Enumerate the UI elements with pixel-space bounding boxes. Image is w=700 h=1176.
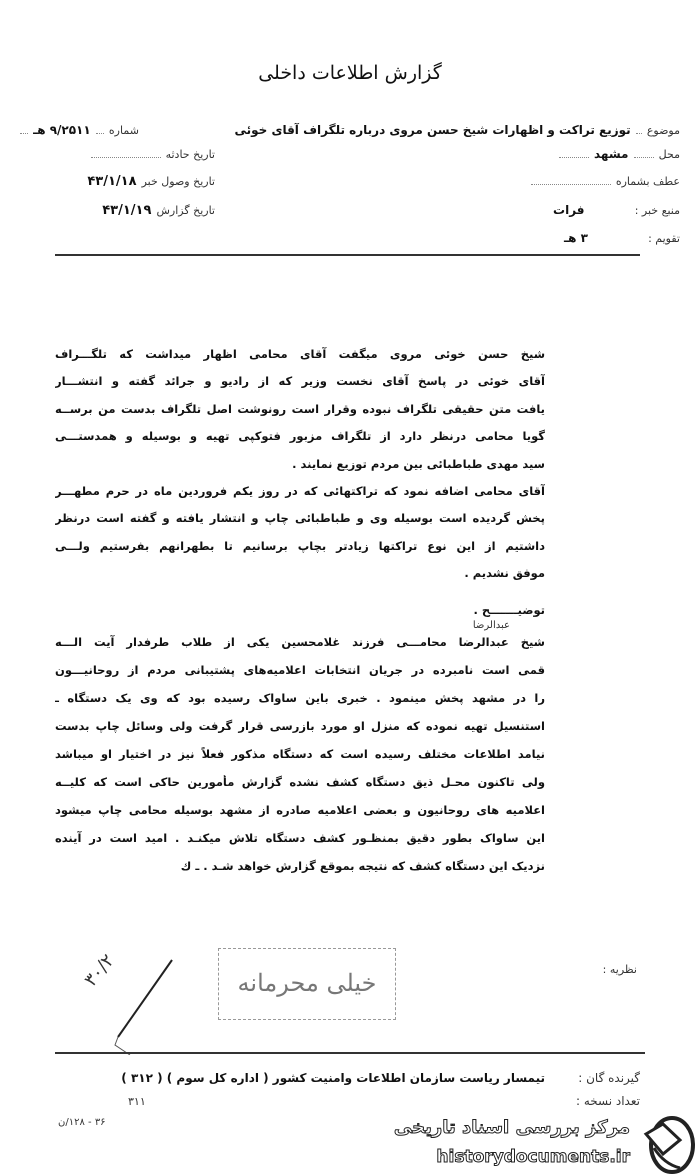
number-field [20,119,139,138]
source-label: منبع خبر : [634,204,680,217]
paragraph-3-line: ولی تاکنون محـل ذیق دستگاه کشف نشده گزارش مأمورین حاکی است که کلیــه [55,775,545,789]
incident-date-label: تاریخ حادثه [165,148,215,161]
note-heading: توضیـــــــح . [473,603,545,617]
received-date-label: تاریخ وصول خبر [141,175,215,188]
source-value: فرات [553,203,585,217]
recipients-label: گیرنده گان : [578,1071,640,1085]
document-logo-icon [636,1116,696,1174]
place-value: مشهد [593,147,629,161]
received-date-value: ۴۳/۱/۱۸ [87,174,137,189]
paragraph-3-line: را در مشهد پخش مینمود . خبری باین ساواک رسیده بود که وی یک دستگاه ـ [55,691,545,705]
report-date-value: ۴۳/۱/۱۹ [102,203,152,218]
handwritten-slash-mark [110,955,180,1055]
paragraph-1-line: شیخ حسن خوئی مروی میگفت آقای محامی اظهار میداشت که تلگـــراف [55,347,545,361]
paragraph-3-line: این ساواک بطور دقیق بمنظـور کشف دستگاه تلاش میکنـد . امید است در آینده [55,831,545,845]
paragraph-1-line: سید مهدی طباطبائی بین مردم توزیع نمایند . [292,456,545,471]
footer-divider [55,1052,645,1054]
paragraph-3-line: قمی است نامبرده در جریان انتخابات اعلامیه‌های پشتیبانی مردم از روحانیـــون [55,663,545,677]
paragraph-3-line: نزدیک این دستگاه کشف که نتیجه بموقع گزارش خواهد شـد . ـ ك [180,859,545,873]
rating-label: تقویم : [648,232,680,245]
paragraph-1-line: گویا محامی درنظر دارد از تلگراف مزبور فتوکپی تهیه و بوسیله و همدستـــی [55,429,545,444]
report-date-field [102,199,215,218]
source-field [553,199,680,218]
report-date-label: تاریخ گزارش [156,204,215,217]
copies-label: تعداد نسخه : [575,1094,640,1108]
history-documents-watermark [393,1116,696,1174]
subject-label: موضوع [646,124,680,137]
rating-value: ۳ هـ [563,231,588,245]
top-secret-stamp: خیلی محرمانه [218,948,396,1020]
handwritten-note: ۳۰/۲ [80,950,119,991]
subject-value: توزیع تراکت و اظهارات شیخ حسن مروی درباره تلگراف آقای خوئی [234,123,631,137]
paragraph-2-line: موفق نشدیم . [464,566,545,581]
reference-field [531,170,680,189]
paragraph-1-line: آقای خوئی در پاسخ آقای نخست وزیر که از رادیو و جرائد گفته و انتشـــار [55,374,545,389]
paragraph-3-line: اعلامیه های روحانیون و بعضی اعلامیه صادره از مشهد بوسیله محامی چاپ میشود [55,803,545,817]
handwritten-insert: عبدالرضا [472,620,510,631]
paragraph-2-line: داشتیم از این نوع تراکتها زیادتر بچاپ برسانیم تا بطهرانهم بفرستیم ولـــی [55,538,545,553]
number-value: ۹/۲۵۱۱ هـ [33,123,91,137]
copies-value: ۳۱۱ [128,1095,146,1108]
rating-field [564,227,680,246]
place-label: محل [658,148,680,161]
paragraph-3-line: شیخ عبدالرضا محامـــی فرزند غلامحسین یکی از طلاب طرفدار آیت الـــه [55,635,545,649]
paragraph-2-line: پخش گردیده است بوسیله وی و طباطبائی چاپ و انتشار یافته و گفته است درنظر [55,511,545,526]
paragraph-2-line: آقای محامی اضافه نمود که تراکتهائی که در روز یکم فروردین ماه در حرم مطهـــر [55,484,545,498]
paragraph-3-line: نیامد اطلاعات مختلف رسیده است که دستگاه مذکور فعلاً نیز در اختیار او میباشد [55,747,545,761]
received-date-field [87,170,215,189]
subject-field [234,119,680,138]
form-number: ۳۶ - ۱۲۸/ن [58,1117,106,1128]
paragraph-3-line: استنسیل تهیه نموده که منزل او مورد بازرسی قرار گرفت ولی وسائل چاپ بدست [55,719,545,733]
incident-date-field [91,143,216,162]
watermark-site: historydocuments.ir [436,1147,630,1167]
header-divider [55,254,640,256]
number-label: شماره [108,124,139,137]
paragraph-1-line: یافت متن حقیقی تلگراف نبوده وقرار است رونوشت اصل تلگراف بدست من برســه [55,401,545,416]
reference-label: عطف بشماره [615,175,680,188]
watermark-org-name: مرکز بررسی اسناد تاریخی [393,1117,630,1138]
recipients-value: تیمسار ریاست سازمان اطلاعات وامنیت کشور ( اداره کل سوم ) ( ۳۱۲ ) [121,1071,545,1085]
opinion-label: نظریه : [602,963,637,976]
place-field [559,143,680,162]
document-title: گزارش اطلاعات داخلی [258,62,442,84]
